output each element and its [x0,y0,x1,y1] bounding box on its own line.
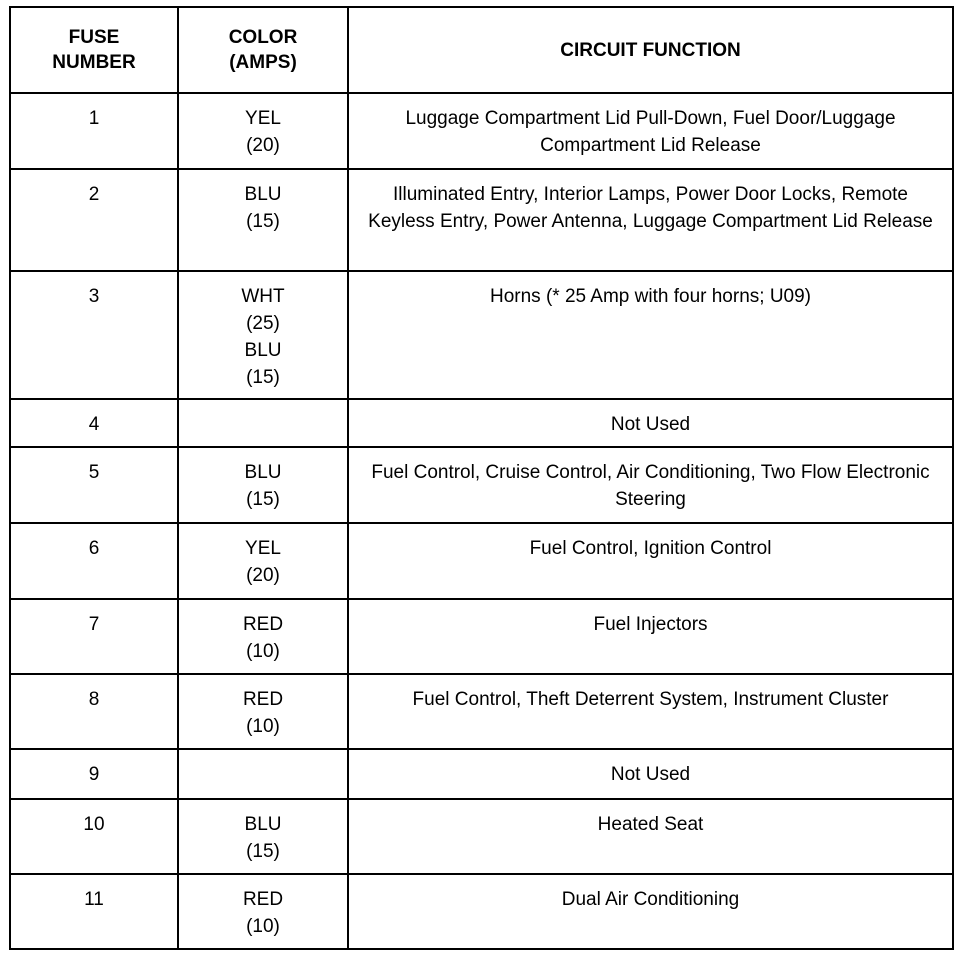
color-cell [178,523,348,599]
color-cell [178,799,348,874]
fuse-number-cell: 5 [10,447,178,523]
circuit-function-cell: Fuel Control, Cruise Control, Air Conditioning, Two Flow Electronic Steering [348,447,953,523]
color-value-secondary: BLU [244,340,282,361]
amps-value: (10) [246,916,280,937]
fuse-number-cell: 8 [10,674,178,749]
circuit-function-cell: Fuel Control, Theft Deterrent System, Instrument Cluster [348,674,953,749]
amps-value: (25) [246,313,280,334]
fuse-number-cell: 11 [10,874,178,949]
color-value: BLU [244,462,282,483]
table-row [10,523,953,599]
circuit-function-cell: Luggage Compartment Lid Pull-Down, Fuel Door/Luggage Compartment Lid Release [348,93,953,169]
circuit-function-cell: Not Used [348,749,953,799]
table-row [10,799,953,874]
table-row [10,749,953,799]
fuse-number-cell: 9 [10,749,178,799]
color-cell [178,447,348,523]
color-value: YEL [245,538,281,559]
color-cell [178,599,348,674]
fuse-table [9,6,954,950]
header-fuse-number-line2: NUMBER [52,52,136,73]
fuse-number-cell: 7 [10,599,178,674]
header-fuse-number-line1: FUSE [68,27,120,48]
fuse-number-cell: 4 [10,399,178,447]
fuse-number-cell: 10 [10,799,178,874]
amps-value: (15) [246,211,280,232]
color-cell [178,169,348,271]
color-value: RED [242,614,284,635]
circuit-function-cell: Not Used [348,399,953,447]
header-color [178,7,348,93]
fuse-number-cell: 6 [10,523,178,599]
table-row [10,674,953,749]
amps-value: (15) [246,489,280,510]
circuit-function-cell: Illuminated Entry, Interior Lamps, Power Door Locks, Remote Keyless Entry, Power Antenna, Luggage Compartment Lid Release [348,169,953,271]
color-cell [178,399,348,447]
color-cell [178,874,348,949]
table-row [10,271,953,399]
amps-value-secondary: (15) [246,367,280,388]
color-value: WHT [241,286,285,307]
table-row [10,169,953,271]
circuit-function-cell: Dual Air Conditioning [348,874,953,949]
header-color-line2: (AMPS) [229,52,297,73]
circuit-function-cell: Horns (* 25 Amp with four horns; U09) [348,271,953,399]
header-row [10,7,953,93]
color-cell [178,271,348,399]
amps-value: (10) [246,716,280,737]
header-color-line1: COLOR [228,27,298,48]
table-row [10,874,953,949]
circuit-function-cell: Fuel Injectors [348,599,953,674]
color-cell [178,749,348,799]
header-fuse-number [10,7,178,93]
color-value: RED [242,889,284,910]
table-row [10,399,953,447]
color-value: RED [242,689,284,710]
table-row [10,93,953,169]
amps-value: (10) [246,641,280,662]
table-row [10,599,953,674]
fuse-number-cell: 3 [10,271,178,399]
header-circuit-function: CIRCUIT FUNCTION [348,7,953,93]
color-cell [178,93,348,169]
amps-value: (20) [246,565,280,586]
table-row [10,447,953,523]
color-cell [178,674,348,749]
circuit-function-cell: Heated Seat [348,799,953,874]
amps-value: (15) [246,841,280,862]
fuse-number-cell: 2 [10,169,178,271]
color-value: YEL [245,108,281,129]
fuse-number-cell: 1 [10,93,178,169]
color-value: BLU [244,814,282,835]
color-value: BLU [244,184,282,205]
circuit-function-cell: Fuel Control, Ignition Control [348,523,953,599]
amps-value: (20) [246,135,280,156]
